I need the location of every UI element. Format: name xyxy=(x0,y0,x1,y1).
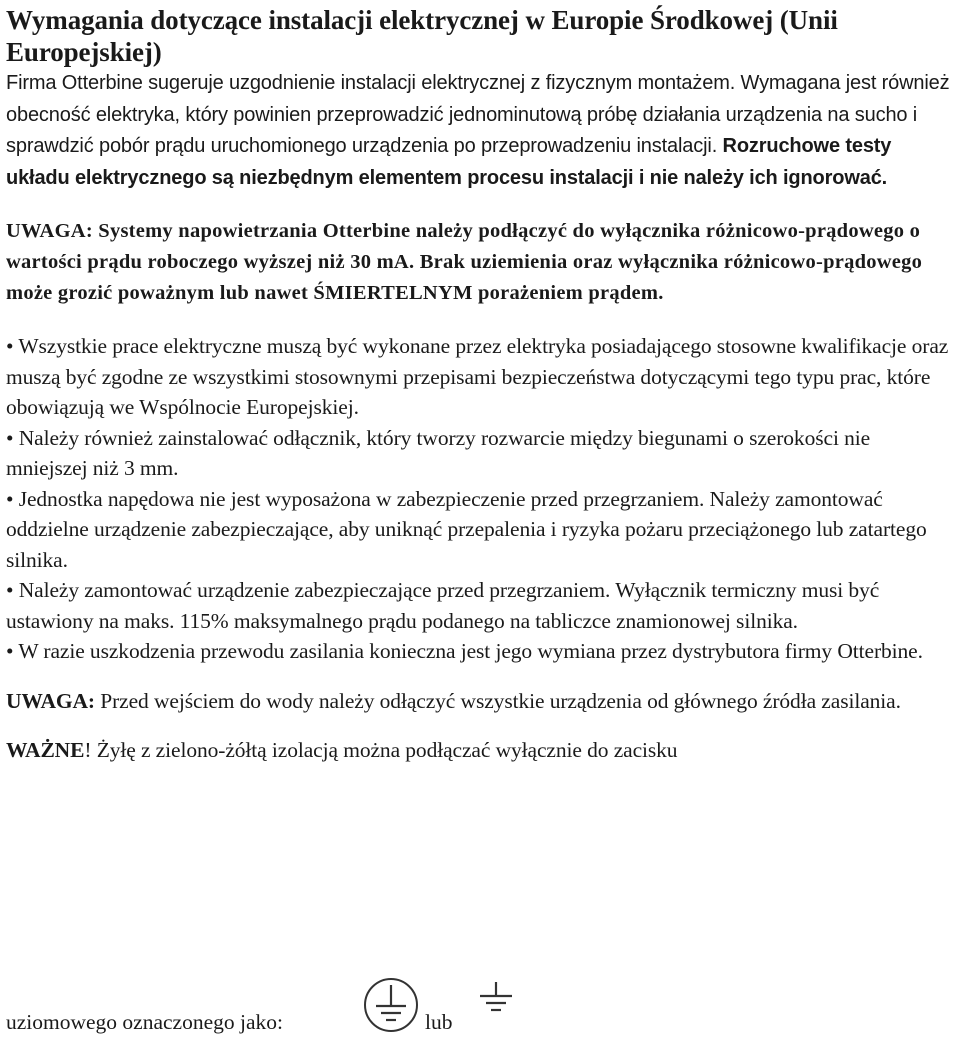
power-warning xyxy=(6,686,956,717)
intro-bold-text: Rozruchowe testy układu elektrycznego są niezbędnym elementem procesu instalacji i nie należy ich ignorować. xyxy=(6,135,892,189)
list-item: • Należy również zainstalować odłącznik, który tworzy rozwarcie między biegunami o szerokości nie mniejszej niż 3 mm. xyxy=(6,425,871,480)
power-warning-text: Przed wejściem do wody należy odłączyć wszystkie urządzenia od głównego źródła zasilania. xyxy=(94,688,901,713)
list-item: • Jednostka napędowa nie jest wyposażona w zabezpieczenie przed przegrzaniem. Należy zamontować oddzielne urządzenie zabezpieczające, aby uniknąć przepalenia i ryzyka pożaru przeciążonego lub zatartego silnika. xyxy=(6,486,927,572)
ground-or-text: lub xyxy=(425,1010,453,1034)
requirements-list xyxy=(6,331,956,667)
important-text: ! Żyłę z zielono-żółtą izolacją można podłączać wyłącznie do zacisku xyxy=(84,738,678,762)
important-label: WAŻNE xyxy=(6,738,85,762)
ground-prefix-text: uziomowego oznaczonego jako: xyxy=(6,1010,284,1034)
important-note xyxy=(6,735,956,766)
power-warning-label: UWAGA: xyxy=(6,688,95,713)
protective-earth-icon xyxy=(362,976,420,1034)
list-item: • Należy zamontować urządzenie zabezpieczające przed przegrzaniem. Wyłącznik termiczny musi być ustawiony na maks. 115% maksymalnego prądu podanego na tabliczce znamionowej silnika. xyxy=(6,578,880,633)
ground-symbols-line xyxy=(6,970,906,1040)
intro-paragraph xyxy=(6,68,956,194)
list-item: • W razie uszkodzenia przewodu zasilania konieczna jest jego wymiana przez dystrybutora firmy Otterbine. xyxy=(6,639,923,663)
earth-ground-icon xyxy=(476,980,516,1016)
gfci-warning: UWAGA: Systemy napowietrzania Otterbine należy podłączyć do wyłącznika różnicowo-prądowego o wartości prądu roboczego wyższej niż 30 mA. Brak uziemienia oraz wyłącznika różnicowo-prądowego może grozić poważnym lub nawet ŚMIERTELNYM porażeniem prądem. xyxy=(6,220,923,304)
document xyxy=(6,4,956,766)
list-item: • Wszystkie prace elektryczne muszą być wykonane przez elektryka posiadającego stosowne kwalifikacje oraz muszą być zgodne ze wszystkimi stosownymi przepisami bezpieczeństwa dotyczącymi tego typu prac, które obowiązują we Wspólnocie Europejskiej. xyxy=(6,334,949,419)
intro-text: Firma Otterbine sugeruje uzgodnienie instalacji elektrycznej z fizycznym montażem. Wymagana jest również obecność elektryka, który powinien przeprowadzić jednominutową próbę działania urządzenia na sucho i sprawdzić pobór prądu uruchomionego urządzenia po przeprowadzeniu instalacji. xyxy=(6,72,950,157)
page-title: Wymagania dotyczące instalacji elektrycznej w Europie Środkowej (Unii Europejskiej) xyxy=(6,5,838,67)
